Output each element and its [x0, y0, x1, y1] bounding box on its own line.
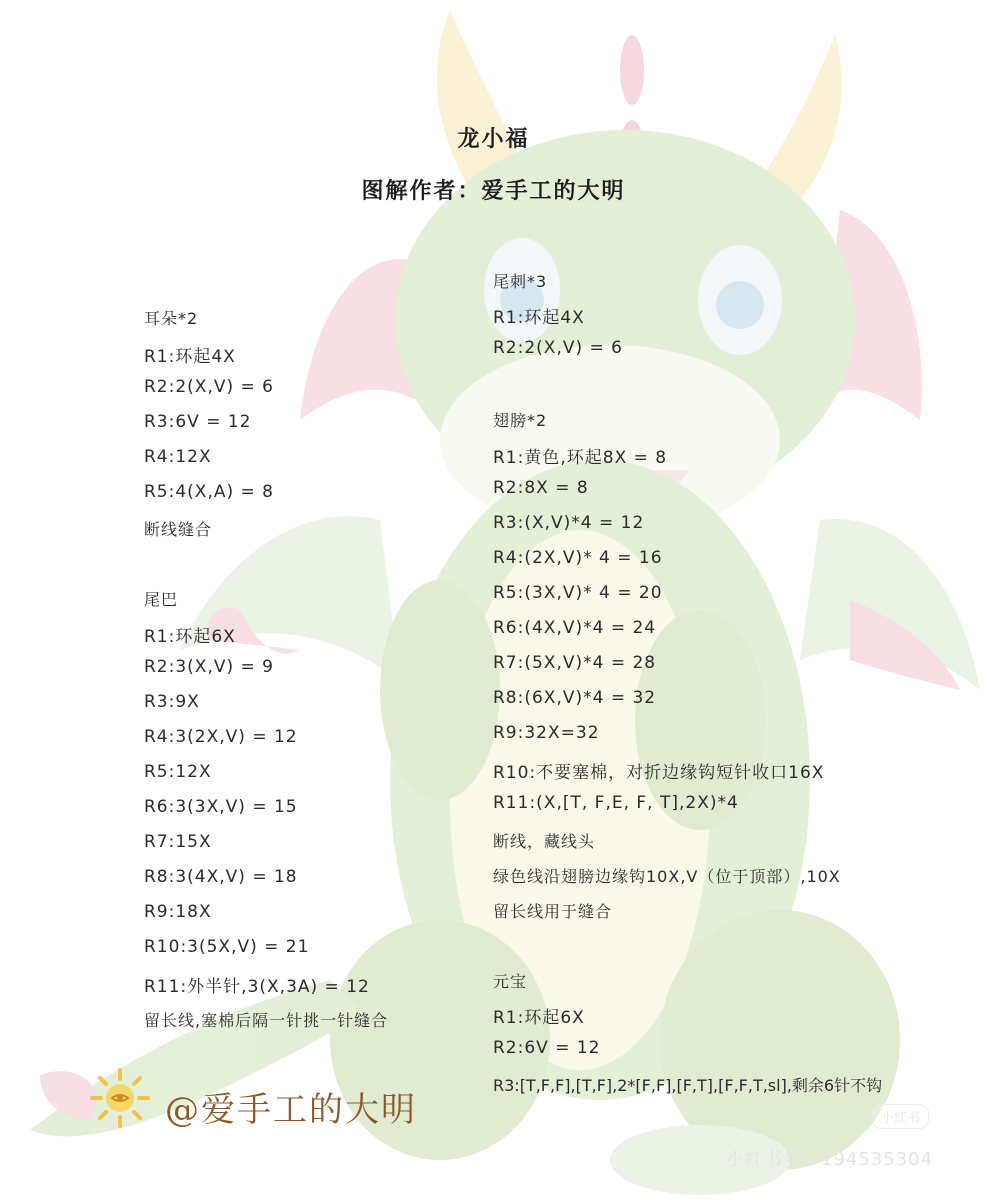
ingot-row: R2:6V = 12: [493, 1038, 601, 1058]
tail-row: R1:环起6X: [144, 627, 236, 647]
wing-row: R3:(X,V)*4 = 12: [493, 513, 645, 533]
wing-row: R2:8X = 8: [493, 478, 589, 498]
wing-row: 断线，藏线头: [493, 832, 596, 851]
ear-row: R5:4(X,A) = 8: [144, 482, 274, 502]
tail-row: R10:3(5X,V) = 21: [144, 937, 310, 957]
wing-row: R6:(4X,V)*4 = 24: [493, 618, 657, 638]
wing-row: R10:不要塞棉，对折边缘钩短针收口16X: [493, 763, 825, 783]
wing-row: 留长线用于缝合: [493, 902, 613, 921]
tail-row: 留长线,塞棉后隔一针挑一针缝合: [144, 1011, 389, 1030]
wing-row: R8:(6X,V)*4 = 32: [493, 688, 657, 708]
wing-row: R7:(5X,V)*4 = 28: [493, 653, 657, 673]
tail-row: R7:15X: [144, 832, 212, 852]
wing-row: R4:(2X,V)* 4 = 16: [493, 548, 663, 568]
pattern-author: 图解作者：爱手工的大明: [361, 179, 626, 204]
tail-row: R5:12X: [144, 762, 212, 782]
sun-logo-icon: [90, 1068, 150, 1128]
tail-heading: 尾巴: [144, 590, 179, 609]
ingot-row: R3:[T,F,F],[T,F],2*[F,F],[F,T],[F,F,T,sl],剩余6针不钩: [493, 1076, 883, 1095]
tail-row: R11:外半针,3(X,3A) = 12: [144, 977, 370, 997]
tail-spike-heading: 尾刺*3: [493, 272, 548, 291]
author-signature: @爱手工的大明: [165, 1090, 417, 1130]
wing-row: R9:32X=32: [493, 723, 600, 743]
wing-row: R11:(X,[T, F,E, F, T],2X)*4: [493, 793, 739, 813]
tail-row: R2:3(X,V) = 9: [144, 657, 274, 677]
ear-heading: 耳朵*2: [144, 309, 199, 328]
ingot-heading: 元宝: [493, 972, 528, 991]
tail-spike-row: R2:2(X,V) = 6: [493, 338, 623, 358]
ear-row: 断线缝合: [144, 520, 213, 539]
tail-row: R4:3(2X,V) = 12: [144, 727, 298, 747]
wing-heading: 翅膀*2: [493, 411, 548, 430]
ear-row: R2:2(X,V) = 6: [144, 377, 274, 397]
xiaohongshu-watermark-badge: 小红书: [872, 1104, 929, 1129]
tail-row: R6:3(3X,V) = 15: [144, 797, 298, 817]
xiaohongshu-id-watermark: 小红书号：194535304: [726, 1149, 934, 1170]
ear-row: R3:6V = 12: [144, 412, 252, 432]
tail-row: R3:9X: [144, 692, 200, 712]
ear-row: R4:12X: [144, 447, 212, 467]
tail-row: R8:3(4X,V) = 18: [144, 867, 298, 887]
tail-spike-row: R1:环起4X: [493, 308, 585, 328]
wing-row: R5:(3X,V)* 4 = 20: [493, 583, 663, 603]
wing-row: 绿色线沿翅膀边缘钩10X,V（位于顶部）,10X: [493, 867, 841, 886]
pattern-title: 龙小福: [457, 127, 530, 152]
ingot-row: R1:环起6X: [493, 1008, 585, 1028]
tail-row: R9:18X: [144, 902, 212, 922]
wing-row: R1:黄色,环起8X = 8: [493, 448, 668, 468]
ear-row: R1:环起4X: [144, 347, 236, 367]
